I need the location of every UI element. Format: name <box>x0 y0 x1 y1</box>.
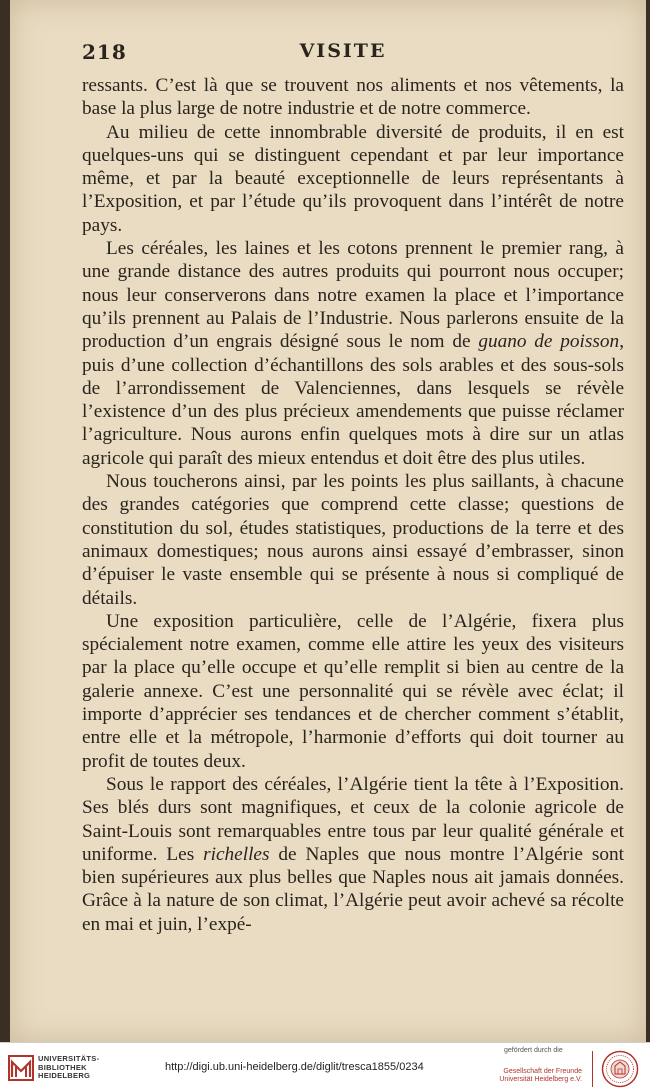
digitization-footer <box>0 1042 650 1092</box>
university-seal-icon <box>601 1050 639 1088</box>
page-number: 218 <box>82 40 127 64</box>
paragraph-6-text-a: Sous le rapport des céréales, l’Algérie tient la tête à l’Exposition. Ses blés durs sont magnifiques, et ceux de la colonie agricole de Saint-Louis sont remarquables entre tous par leur qualité générale et uniforme. Les <box>82 773 624 865</box>
paragraph-3-text-b: , puis d’une collection d’échantillons des sols arables et des sous-sols de l’arrondissement de Valenciennes, dans lesquels se révèle l’existence d’un des plus précieux amendements que puisse réclamer l’agriculture. Nous aurons enfin quelques mots à dire sur un atlas agricole qui paraît des mieux entendus et doit être des plus utiles. <box>82 331 625 469</box>
library-name-line-3: HEIDELBERG <box>38 1071 91 1081</box>
library-name-line-1: UNIVERSITÄTS- <box>38 1054 100 1063</box>
richelles-term: richelles <box>203 843 270 865</box>
paragraph-6 <box>82 773 624 936</box>
scanned-page <box>10 0 646 1042</box>
paragraph-6-text-b: de Naples que nous montre l’Algérie sont bien supérieures aux plus belles que Naples nous ait jamais données. Grâce à la nature de son climat, l’Algérie peut avoir achevé sa récolte en mai et juin, l’expé- <box>82 843 624 935</box>
sponsor-line-1: Gesellschaft der Freunde <box>503 1068 582 1075</box>
paragraph-1: ressants. C’est là que se trouvent nos aliments et nos vêtements, la base la plus large de notre industrie et de notre commerce. <box>82 75 624 120</box>
paragraph-5: Une exposition particulière, celle de l’Algérie, fixera plus spécialement notre examen, comme elle attire les yeux des visiteurs par la place qu’elle occupe et qu’elle remplit si bien au centre de la galerie annexe. C’est une personnalité qui se révèle avec éclat; il importe d’apprécier ses tendances et de chercher comment s’établit, entre elle et la métropole, l’harmonie d’efforts qui doit tourner au profit de toutes deux. <box>82 610 624 772</box>
paragraph-3 <box>82 237 624 470</box>
sponsor-block <box>490 1047 590 1084</box>
ub-heidelberg-logo-icon[interactable] <box>8 1053 34 1083</box>
library-name <box>38 1055 99 1081</box>
paragraph-4: Nous toucherons ainsi, par les points les plus saillants, à chacune des grandes catégories que comprend cette classe; questions de constitution du sol, études statistiques, productions de la terre et des animaux domestiques; nous aurons ainsi essayé d’embrasser, sinon d’épuiser le vaste ensemble qui se présente à nous si compliqué de détails. <box>82 471 624 609</box>
guano-de-poisson-term: guano de poisson <box>478 331 620 353</box>
sponsor-divider <box>592 1051 593 1087</box>
sponsor-line-2: Universität Heidelberg e.V. <box>499 1076 582 1083</box>
sponsor-label: gefördert durch die <box>504 1047 563 1054</box>
permalink-url[interactable]: http://digi.ub.uni-heidelberg.de/diglit/tresca1855/0234 <box>165 1061 424 1073</box>
sponsor-organization[interactable] <box>490 1068 590 1084</box>
running-head: VISITE <box>299 40 387 62</box>
page-header <box>82 40 604 66</box>
paragraph-2: Au milieu de cette innombrable diversité de produits, il en est quelques-uns qui se distinguent cependant et par leur importance même, et par la beauté exceptionnelle de leurs représentants à l’Exposition, et par l’étude qu’ils provoquent dans l’intérêt de notre pays. <box>82 121 624 236</box>
paragraph-3-text-a: Les céréales, les laines et les cotons prennent le premier rang, à une grande distance des autres produits qui pourront nous occuper; nous leur conserverons dans notre examen la place et l’importance qu’ils prennent au Palais de l’Industrie. Nous parlerons ensuite de la production d’un engrais désigné sous le nom de <box>82 238 624 353</box>
body-text <box>82 74 624 936</box>
library-name-line-2: BIBLIOTHEK <box>38 1062 87 1072</box>
